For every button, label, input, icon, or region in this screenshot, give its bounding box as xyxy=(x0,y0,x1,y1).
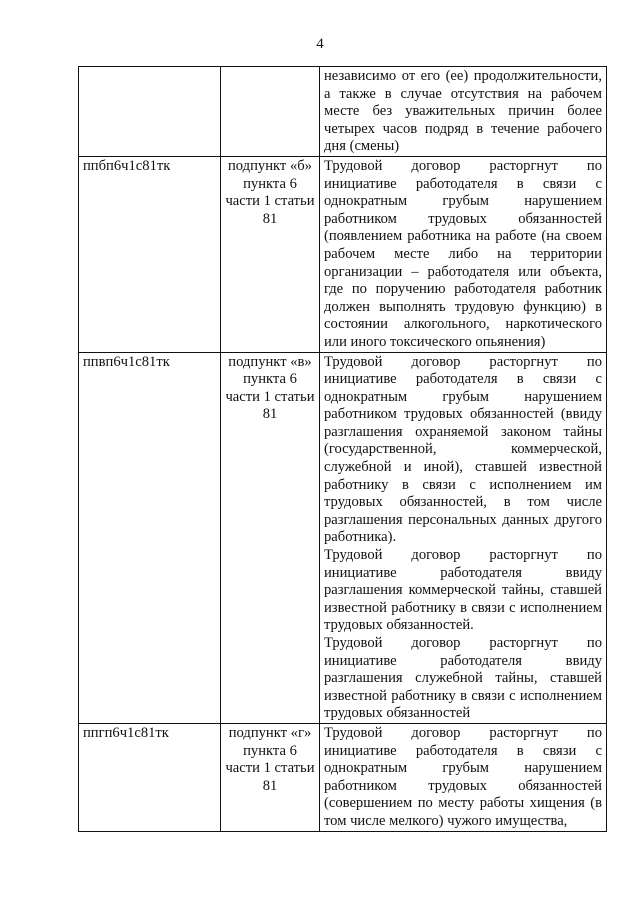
description-cell xyxy=(320,156,607,352)
description-cell xyxy=(320,723,607,831)
article-cell: подпункт «г» пункта 6 части 1 статьи 81 xyxy=(221,723,320,831)
description-paragraph: Трудовой договор расторгнут по инициативе работодателя в связи с однократным грубым нарушением работником трудовых обязанностей (совершением по месту работы хищения (в том числе мелкого) чужого имущества, xyxy=(324,724,602,829)
code-cell xyxy=(79,67,221,157)
page-number: 4 xyxy=(316,36,324,52)
description-cell xyxy=(320,67,607,157)
description-paragraph: Трудовой договор расторгнут по инициативе работодателя в связи с однократным грубым нарушением работником трудовых обязанностей (появлением работника на работе (на своем рабочем месте либо на территории организации – работодателя или объекта, где по поручению работодателя работник должен выполнять трудовую функцию) в состоянии алкогольного, наркотического или иного токсического опьянения) xyxy=(324,157,602,350)
code-cell: ппвп6ч1с81тк xyxy=(79,352,221,723)
table-row xyxy=(79,67,607,157)
description-paragraph: Трудовой договор расторгнут по инициативе работодателя в связи с однократным грубым нарушением работником трудовых обязанностей (ввиду разглашения охраняемой законом тайны (государственной, коммерческой, служебной и иной), ставшей известной работнику в связи с исполнением им трудовых обязанностей, в том числе разглашения персональных данных другого работника). xyxy=(324,353,602,546)
article-cell: подпункт «в» пункта 6 части 1 статьи 81 xyxy=(221,352,320,723)
code-cell: ппбп6ч1с81тк xyxy=(79,156,221,352)
description-paragraph: Трудовой договор расторгнут по инициативе работодателя ввиду разглашения коммерческой тайны, ставшей известной работнику в связи с исполнением трудовых обязанностей. xyxy=(324,547,602,634)
code-cell: ппгп6ч1с81тк xyxy=(79,723,221,831)
article-cell xyxy=(221,67,320,157)
article-cell: подпункт «б» пункта 6 части 1 статьи 81 xyxy=(221,156,320,352)
description-cell xyxy=(320,352,607,723)
description-paragraph: Трудовой договор расторгнут по инициативе работодателя ввиду разглашения служебной тайны, ставшей известной работнику в связи с исполнением трудовых обязанностей xyxy=(324,635,602,722)
description-paragraph: независимо от его (ее) продолжительности, а также в случае отсутствия на рабочем месте без уважительных причин более четырех часов подряд в течение рабочего дня (смены) xyxy=(324,68,602,155)
table-row xyxy=(79,352,607,723)
table-row xyxy=(79,156,607,352)
dismissal-codes-table xyxy=(78,66,607,832)
table-row xyxy=(79,723,607,831)
